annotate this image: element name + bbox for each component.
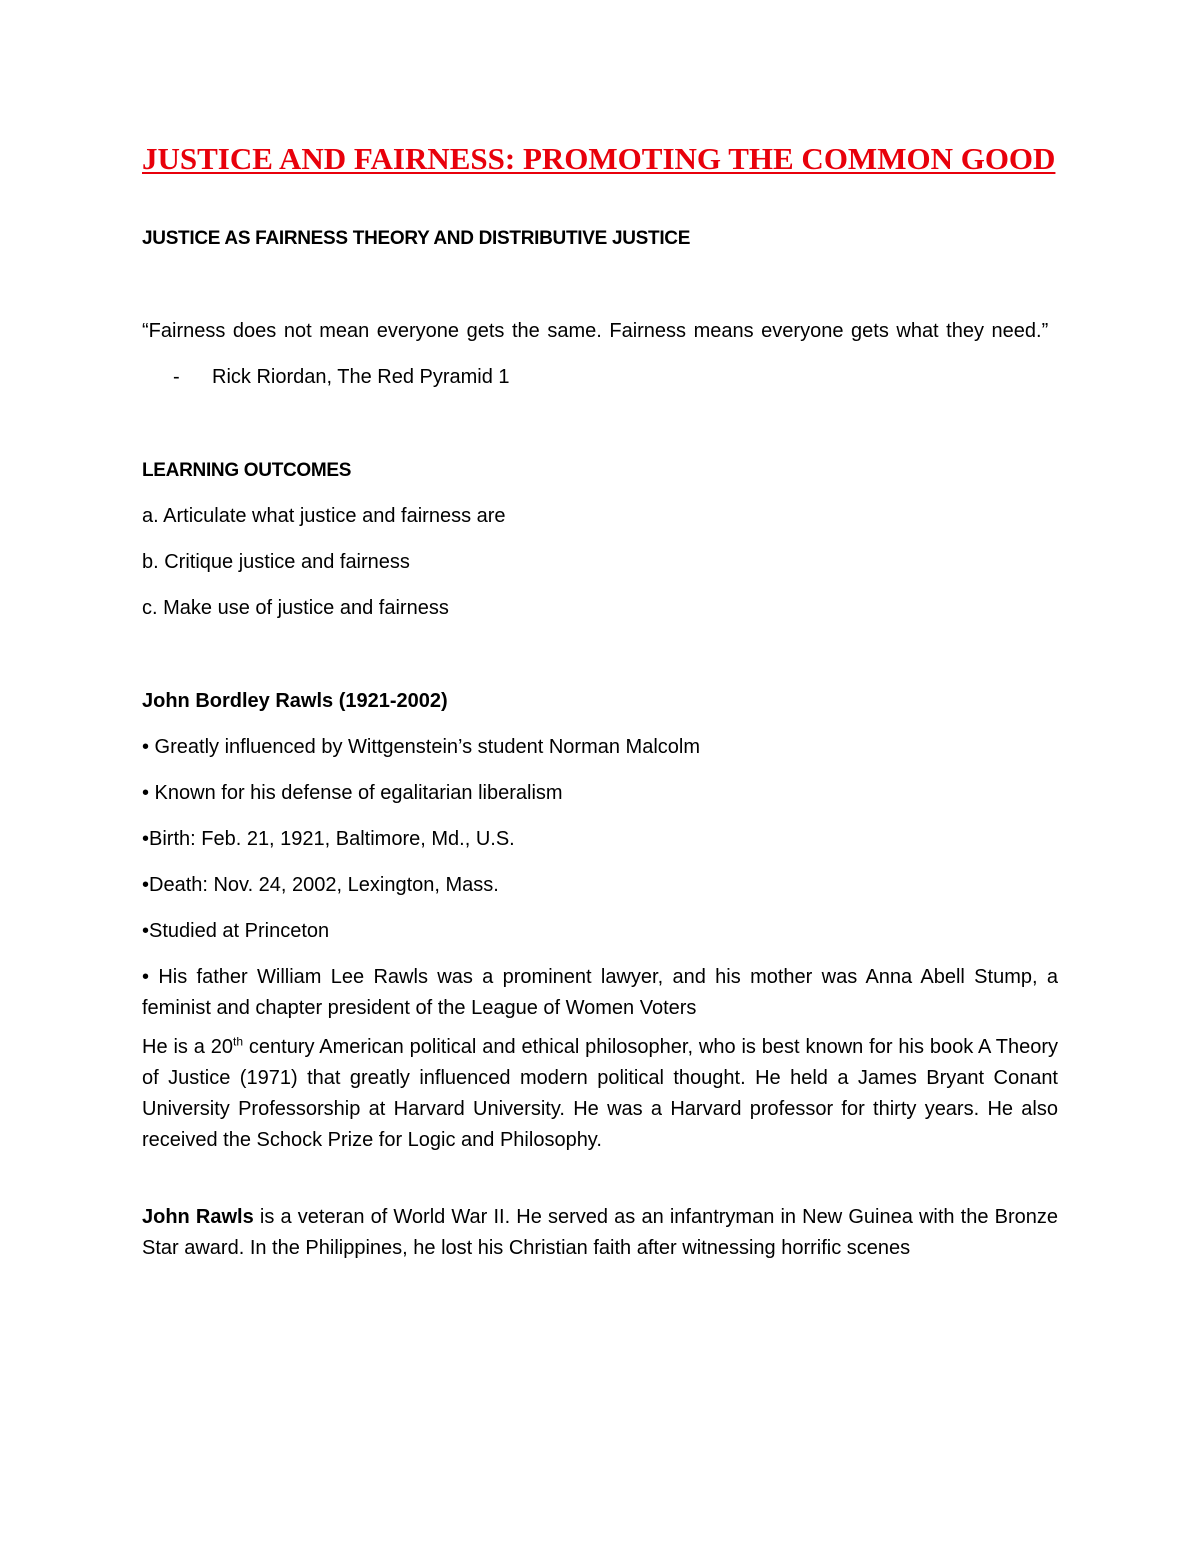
quote-attribution [142, 362, 1058, 393]
learning-outcome-item: b. Critique justice and fairness [142, 551, 410, 573]
learning-outcome-item: a. Articulate what justice and fairness are [142, 505, 506, 527]
section-subtitle: JUSTICE AS FAIRNESS THEORY AND DISTRIBUTIVE JUSTICE [142, 228, 691, 249]
summary-rest: century American political and ethical philosopher, who is best known for his book A Theory of Justice (1971) that greatly influenced modern political thought. He held a James Bryant Conant University Professorship at Harvard University. He was a Harvard professor for thirty years. He also received the Schock Prize for Logic and Philosophy. [142, 1036, 1058, 1151]
learning-outcome-item: c. Make use of justice and fairness [142, 597, 449, 619]
attribution-text: Rick Riordan, The Red Pyramid 1 [212, 366, 510, 388]
document-body [142, 138, 1058, 1264]
rawls-name: John Rawls [142, 1206, 254, 1228]
biography-heading: John Bordley Rawls (1921-2002) [142, 690, 448, 712]
epigraph-quote: “Fairness does not mean everyone gets the same. Fairness means everyone gets what they need.” [142, 320, 1049, 342]
biography-summary [142, 1032, 1058, 1156]
biography-fact: •Birth: Feb. 21, 1921, Baltimore, Md., U.S. [142, 828, 515, 850]
learning-outcomes-heading: LEARNING OUTCOMES [142, 460, 352, 481]
document-title: JUSTICE AND FAIRNESS: PROMOTING THE COMMON GOOD [142, 141, 1056, 176]
attribution-dash: - [173, 366, 180, 388]
war-service-text: is a veteran of World War II. He served as an infantryman in New Guinea with the Bronze Star award. In the Philippines, he lost his Christian faith after witnessing horrific scenes [142, 1206, 1058, 1259]
ordinal-suffix: th [233, 1034, 244, 1049]
biography-fact: • His father William Lee Rawls was a prominent lawyer, and his mother was Anna Abell Stump, a feminist and chapter president of the League of Women Voters [142, 966, 1058, 1019]
biography-fact: • Greatly influenced by Wittgenstein’s student Norman Malcolm [142, 736, 700, 758]
war-service-paragraph [142, 1202, 1058, 1264]
biography-fact: •Studied at Princeton [142, 920, 330, 942]
summary-start: He is a 20 [142, 1036, 234, 1058]
biography-fact: • Known for his defense of egalitarian liberalism [142, 782, 563, 804]
biography-fact: •Death: Nov. 24, 2002, Lexington, Mass. [142, 874, 499, 896]
